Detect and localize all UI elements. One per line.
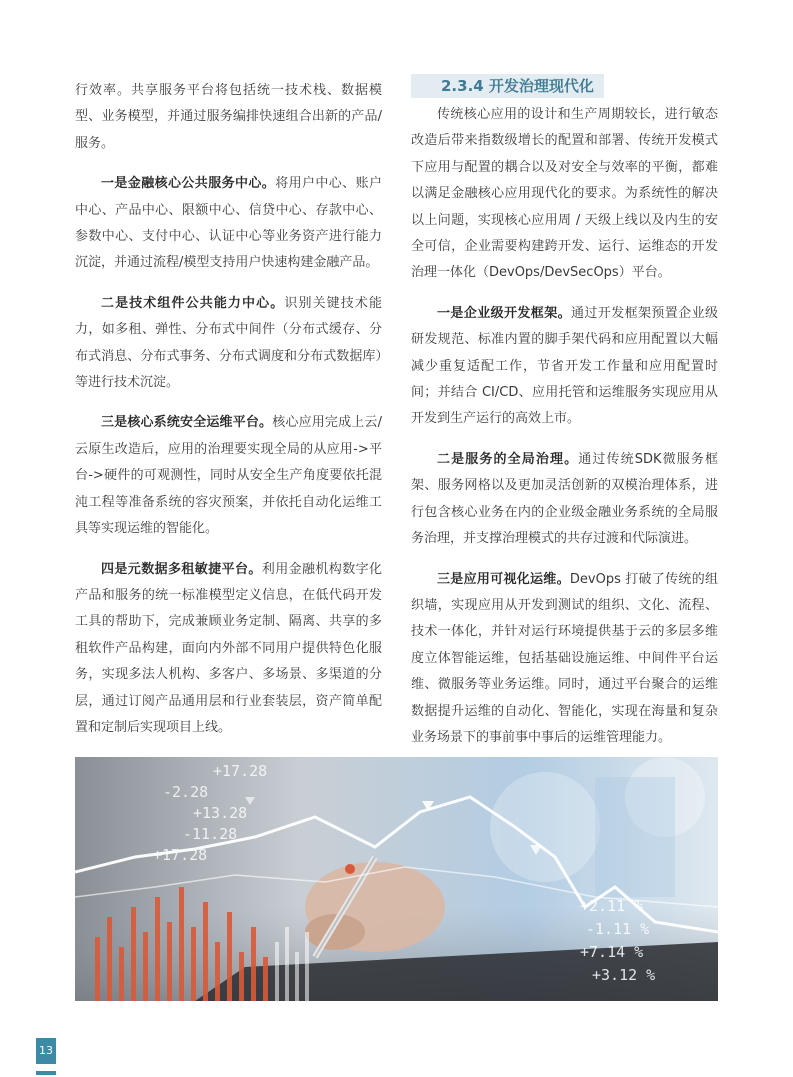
- photo-number: +13.28: [193, 804, 248, 822]
- photo-number: -11.28: [183, 825, 238, 843]
- photo-number: +7.14 %: [580, 943, 644, 961]
- lead-phrase: 三是应用可视化运维。: [437, 571, 570, 587]
- lead-phrase: 二是技术组件公共能力中心。: [101, 295, 285, 311]
- finance-chart-photo: [75, 757, 718, 1001]
- paragraph-text: 通过传统SDK微服务框架、服务网格以及更加灵活创新的双模治理体系，进行包含核心业务在内的企业级金融业务系统的全局服务治理，并支撑治理模式的共存过渡和代际演进。: [411, 451, 718, 547]
- paragraph-text: 将用户中心、账户中心、产品中心、限额中心、信贷中心、存款中心、参数中心、支付中心、认证中心等业务资产进行能力沉淀，并通过流程/模型支持用户快速构建金融产品。: [75, 176, 382, 271]
- right-paragraph-3: [411, 567, 718, 752]
- photo-overlay-right: [580, 895, 655, 987]
- page-number: 13: [36, 1038, 56, 1064]
- paragraph-text: 识别关键技术能力，如多租、弹性、分布式中间件（分布式缓存、分布式消息、分布式事务、分布式调度和分布式数据库）等进行技术沉淀。: [75, 295, 382, 391]
- photo-number: -2.28: [163, 783, 209, 801]
- photo-number: -1.11 %: [586, 920, 650, 938]
- right-column: [411, 74, 718, 765]
- left-column: [75, 78, 382, 755]
- photo-number: +2.11 %: [580, 897, 644, 915]
- photo-overlay-left: [153, 761, 267, 866]
- lead-phrase: 二是服务的全局治理。: [437, 451, 579, 467]
- photo-number: +3.12 %: [592, 966, 656, 984]
- right-paragraph-2: [411, 447, 718, 553]
- left-paragraph-continuation: 行效率。共享服务平台将包括统一技术栈、数据模型、业务模型，并通过服务编排快速组合出新的产品/服务。: [75, 83, 382, 151]
- paragraph-text: 核心应用完成上云/云原生改造后，应用的治理要实现全局的从应用->平台->硬件的可观测性，同时从安全生产角度要依托混沌工程等准备系统的容灾预案，并依托自动化运维工具等实现运维的智能化。: [75, 415, 382, 537]
- section-title: 2.3.4 开发治理现代化: [411, 74, 604, 98]
- photo-number: +17.28: [213, 762, 268, 780]
- paragraph-text: 利用金融机构数字化产品和服务的统一标准模型定义信息，在低代码开发工具的帮助下，完成兼顾业务定制、隔离、共享的多租软件产品构建，面向内外部不同用户提供特色化服务，实现多法人机构、多客户、多场景、多渠道的分层，通过订阅产品通用层和行业套装层，资产简单配置和定制后实现项目上线。: [75, 561, 382, 735]
- paragraph-text: DevOps 打破了传统的组织墙，实现应用从开发到测试的组织、文化、流程、技术一体化，并针对运行环境提供基于云的多层多维度立体智能运维，包括基础设施运维、中间件平台运维、微服务等业务运维。同时，通过平台聚合的运维数据提升运维的自动化、智能化，实现在海量和复杂业务场景下的事前事中事后的运维管理能力。: [411, 571, 718, 745]
- left-paragraph-2: [75, 291, 382, 397]
- lead-phrase: 一是金融核心公共服务中心。: [101, 176, 276, 192]
- page-number-bar: [36, 1071, 56, 1075]
- left-paragraph-3: [75, 410, 382, 542]
- paragraph-text: 通过开发框架预置企业级研发规范、标准内置的脚手架代码和应用配置以大幅减少重复适配工作，节省开发工作量和应用配置时间；并结合 CI/CD、应用托管和运维服务实现应用从开发到生产运行的高效上市。: [411, 305, 718, 427]
- lead-phrase: 一是企业级开发框架。: [437, 305, 571, 321]
- right-paragraph-0: 传统核心应用的设计和生产周期较长，进行敏态改造后带来指数级增长的配置和部署、传统开发模式下应用与配置的耦合以及对安全与效率的平衡，都难以满足金融核心应用现代化的要求。为系统性的解决以上问题，实现核心应用周 / 天级上线以及内生的安全可信，企业需要构建跨开发、运行、运维态的开发治理一体化（DevOps/DevSecOps）平台。: [411, 107, 718, 281]
- right-paragraph-1: [411, 301, 718, 433]
- left-paragraph-1: [75, 171, 382, 277]
- left-paragraph-4: [75, 557, 382, 742]
- lead-phrase: 四是元数据多租敏捷平台。: [101, 561, 262, 577]
- photo-number: +17.28: [153, 846, 208, 864]
- lead-phrase: 三是核心系统安全运维平台。: [101, 415, 273, 431]
